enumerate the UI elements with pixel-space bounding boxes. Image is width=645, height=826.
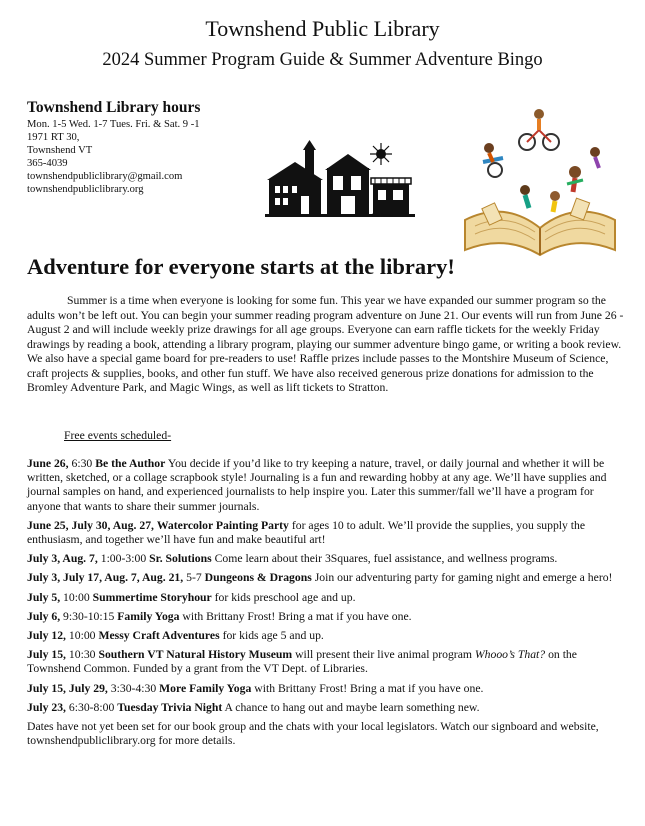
program-title: Whooo’s That? — [474, 648, 546, 662]
headline: Adventure for everyone starts at the library! — [27, 254, 455, 279]
library-building-logo — [265, 140, 415, 220]
event-date: June 25, July 30, Aug. 27, — [27, 518, 154, 532]
event-item — [27, 648, 627, 676]
event-item — [27, 610, 627, 624]
event-description: Join our adventuring party for gaming night and emerge a hero! — [311, 571, 613, 585]
event-name: Watercolor Painting Party — [156, 518, 289, 532]
event-description-continued: on the Townshend Common. Funded by a grant from the VT Dept. of Libraries. — [27, 648, 577, 676]
event-item — [27, 701, 627, 715]
phone-number: 365-4039 — [27, 158, 68, 169]
event-name: Sr. Solutions — [149, 552, 212, 566]
footer-note: Dates have not yet been set for our book group and the chats with your local legislators. Watch our signboard and website, townshendpubliclibrary.org for more details. — [27, 720, 599, 748]
page-subtitle: 2024 Summer Program Guide & Summer Adventure Bingo — [102, 50, 543, 70]
logo-credit: Lee Peters — [372, 214, 393, 219]
event-time: 1:00-3:00 — [97, 552, 150, 566]
event-date: July 23, — [27, 700, 66, 714]
event-description: will present their live animal program — [292, 648, 475, 662]
event-date: July 3, July 17, Aug. 7, Aug. 21, — [27, 571, 184, 585]
event-time: 10:00 — [65, 629, 99, 643]
page-title: Townshend Public Library — [205, 16, 440, 41]
event-time: 10:00 — [60, 590, 93, 604]
event-description: Come learn about their 3Squares, fuel assistance, and wellness programs. — [211, 552, 558, 566]
address-line-1: 1971 RT 30, — [27, 132, 80, 143]
event-date: July 5, — [27, 590, 61, 604]
event-name: Southern VT Natural History Museum — [98, 648, 293, 662]
event-date: July 15, July 29, — [27, 681, 108, 695]
event-date: July 12, — [27, 629, 66, 643]
event-description: You decide if you’d like to try keeping a nature, travel, or daily journal and whether it will be written, sketched, or a collage scrapbook style! Journaling is a fun and rewarding hobby at any age. We’ll have supplies and journal samples on hand, and experienced journalists to help inspire you. Later this summer/fall we’ll have a program for anyone that wants to share their summer journals. — [27, 457, 607, 513]
free-events-label: Free events scheduled- — [64, 429, 172, 442]
event-name: Family Yoga — [117, 609, 180, 623]
event-name: Be the Author — [95, 457, 166, 470]
event-time: 6:30-8:00 — [65, 700, 118, 714]
website-address: townshendpubliclibrary.org — [27, 184, 144, 195]
event-description: with Brittany Frost! Bring a mat if you have one. — [179, 609, 412, 623]
hours-heading: Townshend Library hours — [27, 99, 201, 116]
event-item — [27, 457, 627, 514]
event-item — [27, 519, 627, 547]
event-item — [27, 571, 627, 585]
event-description: for ages 10 to adult. We’ll provide the supplies, you supply the enthusiasm, and together we’ll have fun and make beautiful art! — [27, 518, 586, 547]
event-time: 6:30 — [68, 457, 96, 470]
event-name: Messy Craft Adventures — [98, 629, 220, 643]
event-description: with Brittany Frost! Bring a mat if you have one. — [251, 681, 484, 695]
hours-schedule: Mon. 1-5 Wed. 1-7 Tues. Fri. & Sat. 9 -1 — [27, 119, 200, 130]
intro-paragraph: Summer is a time when everyone is looking for some fun. This year we have expanded our summer program so the adults won’t be left out. You can begin your summer reading program adventure on June 21. Our events will run from June 26 - August 2 and will include weekly prize drawings for all age groups. Everyone can earn raffle tickets for the weekly Friday drawings by reading a book, attending a library program, playing our summer adventure bingo game, or writing a book review. We also have a special game board for pre-readers to use! Raffle prizes include passes to the Montshire Museum of Science, craft projects & supplies, books, and other fun stuff. We have also received generous prize donations for admission to the Bromley Adventure Park, and Magic Wings, as well as lift tickets to Stratton. — [27, 294, 624, 394]
library-hours-block — [27, 99, 200, 196]
event-name: Tuesday Trivia Night — [117, 700, 223, 714]
event-description: A chance to hang out and maybe learn something new. — [222, 700, 480, 714]
event-name: Summertime Storyhour — [92, 590, 212, 604]
event-time: 9:30-10:15 — [60, 609, 118, 623]
event-description: for kids preschool age and up. — [211, 590, 356, 604]
address-line-2: Townshend VT — [27, 145, 93, 156]
kids-on-open-book-illustration — [455, 100, 625, 260]
event-time: 10:30 — [65, 648, 99, 662]
event-date: June 26, — [27, 457, 69, 470]
event-name: More Family Yoga — [159, 681, 252, 695]
event-time: 3:30-4:30 — [107, 681, 160, 695]
event-item — [27, 552, 627, 566]
event-name: Dungeons & Dragons — [204, 571, 312, 585]
event-date: July 15, — [27, 648, 66, 662]
event-date: July 3, Aug. 7, — [27, 552, 98, 566]
event-time: 5-7 — [183, 571, 205, 585]
event-date: July 6, — [27, 609, 61, 623]
events-list — [27, 457, 627, 753]
email-address: townshendpubliclibrary@gmail.com — [27, 171, 183, 182]
event-item — [27, 682, 627, 696]
event-item — [27, 591, 627, 605]
event-item — [27, 629, 627, 643]
event-description: for kids age 5 and up. — [219, 629, 324, 643]
